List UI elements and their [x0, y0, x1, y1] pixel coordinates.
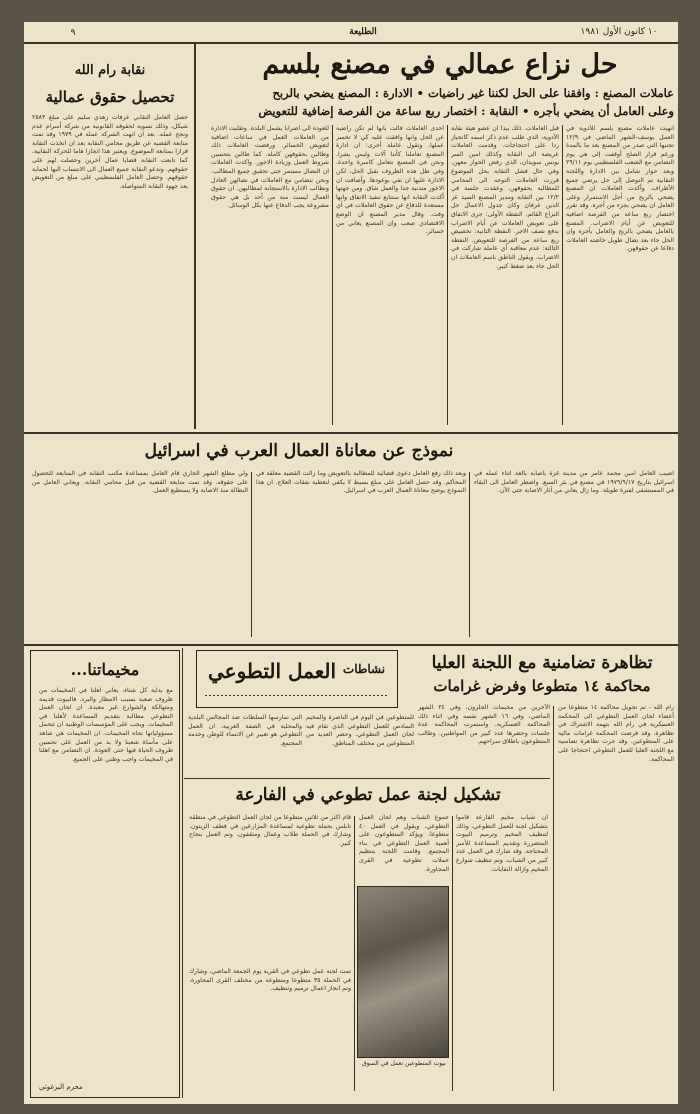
israel-column-3: ولي مطلع الشهر الجاري قام العامل بمساعدة مكتب النقابة في المتابعة للحصول على حقوقه. وقد تمت متابعة القضية من قبل محامي النقابة. ويعاني العامل من البطالة منذ الاصابة ولا يستطيع العمل. [32, 470, 248, 495]
volunteers-photo [357, 886, 449, 1058]
section-name: الطليعة [349, 27, 377, 37]
rural-column-2: جموع الشباب وهم لجان العمل التطوعي، ويقول في العمل ٤٠ متطوعا. ويؤكد المتطوعون على أهمية العمل التطوعي في بناء المجتمع. وقامت اللجنة بتنظيم حملات تطوعية في القرى المجاورة. [359, 814, 449, 873]
rural-column-4: تمت لجنة عمل تطوعي في القرية يوم الجمعة الماضي، وشارك في الحملة ٣٥ متطوعا ومتطوعة من مختلف القرى المجاورة. وتم انجاز اعمال ترميم وتنظيف. [189, 968, 351, 993]
section-rule [182, 648, 183, 1098]
committee-headline-1: تظاهرة تضامنية مع اللجنة العليا [431, 653, 653, 673]
column-rule [447, 125, 448, 425]
issue-date: ١٠ كانون الأول ١٩٨١ [580, 27, 658, 37]
column-rule [452, 816, 453, 1091]
side-headline: تحصيل حقوق عمالية [45, 88, 175, 106]
opinion-signature: محرم البرغوثي [39, 1083, 83, 1091]
committee-column-1: رام الله - تم تحويل محاكمة ١٤ متطوعا من أعضاء لجان العمل التطوعي الى المحكمة العسكرية في رام الله بتهمة الاشتراك في تظاهرة. وقد فرضت المحكمة غرامات مالية على المتطوعين. وقد جرت تظاهرة تضامنية مع اللجنة العليا للعمل التطوعي احتجاجا على المحاكمة. [558, 704, 674, 763]
lead-column-3: احدى العاملات قالت بانها لم تكن راضية عن الحل وانها وافقت عليه كي لا تخسر عملها. وتقول عاملة أخرى: ان ادارة المصنع تعاملنا كأننا آلات وليس بشرا. ونحن في المصنع نتعامل كاسرة واحدة. وفي ظل هذه الظروف نقبل الحل، لكن الادارة عليها ان تفي بوعودها. وأضافت ان الاجور متدنية جدا والعمل شاق. ومن جهتها أكدت النقابة انها ستتابع تنفيذ الاتفاق وانها مستعدة للدفاع عن حقوق العاملات في أي وقت. وقال مدير المصنع ان الوضع الاقتصادي صعب وان المصنع يعاني من خسائر. [336, 125, 444, 236]
opinion-body: مع بداية كل شتاء، يعاني اهلنا في المخيمات من ظروف صعبة بسبب الامطار والبرد. فالبيوت قديمة ومتهالكة والشوارع غير معبدة. ان لجان العمل التطوعي مطالبة بتقديم المساعدة لأهلنا في المخيمات. ويجب على المؤسسات الوطنية ان تتحمل مسؤولياتها تجاه المخيمات. ان المخيمات هي شاهد على مأساة شعبنا ولا بد من العمل على تحسين ظروف الحياة فيها حتى العودة. ان التضامن مع اهلنا في المخيمات واجب وطني على الجميع. [39, 687, 173, 763]
israel-column-1: اصيب العامل امين محمد عامر من مدينة غزة باصابة بالغة اثناء عمله في اسرائيل بتاريخ ١٩٧٩/٩/١٧ في مصنع في بئر السبع. واضطر العامل الى البقاء في المستشفى لفترة طويلة. وما زال يعاني من آثار الاصابة حتى الآن. [474, 470, 674, 495]
lead-column-1: انهيت عاملات مصنع بلسم للأدوية في العمل يوسف-الشهر الماضي في ١٢/٩ تجنبها التي صدر من المصنع بعد ما بالمدة ورغم قرار الصلح أوقفت إلى هي يوم التضامن مع الشعب الفلسطيني يوم ٢٩/١١ وبعد حوار شامل بين الادارة واللجنة النقابية تم التوصل إلى حل يرضي جميع الأطراف. وأكدت العاملات ان المصنع يضحي بالربح من أجل الاستمرار وعلى العامل ان يضحي بجزء من أجره. وقد تقرر اختصار ربع ساعة من الفرصة اضافية للتعويض عن أيام الاضراب. المصنع بالعامل يضحي بالربح والعامل بأجره وان الحل جاء بعد نضال طويل خاضته العاملات دفاعا عن حقوقهن. [566, 125, 674, 253]
lead-subheadline-1: عاملات المصنع : وافقنا على الحل لكننا غير راضيات • الادارة : المصنع يضحي بالربح [272, 86, 674, 100]
rural-column-3: قام اكثر من ثلاثين متطوعا من لجان العمل التطوعي في منطقة نابلس بحملة تطوعية لمساعدة المزارعين في قطف الزيتون. وشارك في الحملة طلاب وعمال ومثقفون. وتم العمل بنجاح كبير. [189, 814, 351, 847]
volunteer-banner [196, 650, 398, 708]
column-rule [469, 472, 470, 637]
banner-label-big: العمل التطوعي [208, 659, 336, 683]
section-rule [184, 778, 550, 779]
israel-column-2: وبعد ذلك رفع العامل دعوى قضائية للمطالبة بالتعويض وما زالت القضية معلقة في المحاكم. وقد حصل العامل على مبلغ بسيط لا يكفي لتغطية نفقات العلاج. ان هذا النموذج يوضح معاناة العمال العرب في اسرائيل. [256, 470, 466, 495]
photo-caption: بيوت المتطوعين تعمل في السوق [362, 1060, 446, 1067]
column-rule [332, 125, 333, 425]
lead-headline: حل نزاع عمالي في مصنع بلسم [262, 49, 618, 80]
page-number: ٩ [70, 28, 76, 38]
column-rule [251, 472, 252, 637]
opinion-title: مخيماتنا... [70, 660, 140, 679]
banner-label-small: نشاطات [342, 662, 386, 676]
rural-column-1: ان شباب مخيم الفارعة قاموا بتشكيل لجنة للعمل التطوعي، وذلك لتنظيف المخيم وترميم البيوت المتضررة وتقديم المساعدة للأسر المحتاجة. وقد شارك في العمل عدد كبير من الشباب. وتم تنظيف شوارع المخيم وازالة النفايات. [456, 814, 548, 873]
lead-column-2: قبل العاملات. ذلك يبدأ ان عضو هيئة نقابة الأدوية، الذي طلب عدم ذكر اسمه كانحياز ردا على احتجاجات. وقدمت العاملات عريضة الى النقابة وكذلك امين السر يونس سويدان، الذي رفض الحوار معهن. وفي حال فشل النقابة بحل الموضوع قررت العاملات التوجه الى المحامي للمطالبة بحقوقهن. وعقدت جلسة في ١٢/٢ بين النقابة ومدير المصنع السيد عز الدين عرفان وكان جدول الاعمال حل النزاع القائم. النقطة الأولى: جرى الاتفاق على تعويض العاملات عن أيام الاضراب بدفع نصف الاجر. النقطة الثانية: تخصيص ربع ساعة من الفرصة للتعويض. النقطة الثالثة: عدم معاقبة أي عاملة شاركت في الاضراب. ويقول الناطق باسم العاملات ان الحل جاء بعد ضغط كبير. [451, 125, 559, 270]
banner-dots [205, 695, 389, 696]
lead-subheadline-2: وعلى العامل أن يضحي بأجره • النقابة : اختصار ربع ساعة من الفرصة إضافية للتعويض [258, 104, 674, 118]
committee-headline-2: محاكمة ١٤ متطوعا وفرض غرامات [433, 677, 651, 695]
opinion-box [30, 650, 180, 1098]
israel-headline: نموذج عن معاناة العمال العرب في اسرائيل [144, 441, 454, 461]
column-rule [553, 706, 554, 1091]
side-kicker: نقابة رام الله [74, 63, 146, 78]
section-rule [194, 44, 196, 429]
newspaper-page [24, 22, 678, 1104]
lead-column-4: للعودة الى اضرابا يشمل البلدة. وطلبت الادارة من العاملات العمل في ساعات اضافية لتعويض الخسائر. ورفضت العاملات ذلك وطالبن بحقوقهن كاملة. كما طالبن بتحسين شروط العمل وزيادة الاجور. واكدت العاملات ان النضال مستمر حتى تحقيق جميع المطالب. ونحن نتضامن مع العاملات في نضالهن العادل ونطالب الادارة بالاستجابة لمطالبهن. ان حقوق العمال ليست منة من أحد بل هي حقوق مشروعة يجب الدفاع عنها بكل الوسائل. [211, 125, 329, 210]
section-rule [24, 432, 678, 434]
column-rule [354, 816, 355, 1091]
rural-headline: تشكيل لجنة عمل تطوعي في الفارعة [235, 785, 501, 805]
side-body: حصل العامل النقابي عرفات زهدي سليم على مبلغ ٢٥٨٣ شيكل، وذلك تسوية لحقوقه القانونية من شركة أسرام عدم ونجح عمله. بعد ان انهت الشركة عمله في ١٩٧٩ وقد تمت متابعة القضية عن طريق محامي النقابة بعد ان اتخذت النقابة قرارا بمتابعة الموضوع. ويعتبر هذا انجازا هاما للحركة النقابية. كما تابعت النقابة قضايا عمال آخرين وحصلت لهم على حقوقهم. وتدعو النقابة جميع العمال الى الانتساب اليها لحماية حقوقهم. وحصل العامل الفلسطيني على مبلغ من التعويض بعد جهود النقابة المتواصلة. [32, 114, 188, 190]
section-rule [24, 644, 678, 646]
column-rule [562, 125, 563, 425]
committee-column-4: التي تمارسها السلطات ضد المجالس البلدية والمحلية في الضفة الغربية. ان العمل التطوعي هو تعبير عن الانتماء للوطن وخدمة المجتمع. [188, 714, 302, 747]
committee-column-2: الآخرين من مخيمات الجلزون، وفي ٢٤ الشهر الماضي، وفي ١٦ الشهر نفسه وفي اثناء ذلك المحاكمة العسكرية. واستمرت المحاكمة عدة جلسات وحضرها عدد كبير من المواطنين. وطالب المتطوعون باطلاق سراحهم. [418, 704, 550, 746]
committee-column-3: للمتطوعين في اليوم في الناصرة والمخيم السادس للعمل التطوعي الذي تقام فيه لجان العمل التطوعي. وحضر العديد من المتطوعين من مختلف المناطق. [306, 714, 414, 747]
masthead-rule [24, 42, 678, 44]
